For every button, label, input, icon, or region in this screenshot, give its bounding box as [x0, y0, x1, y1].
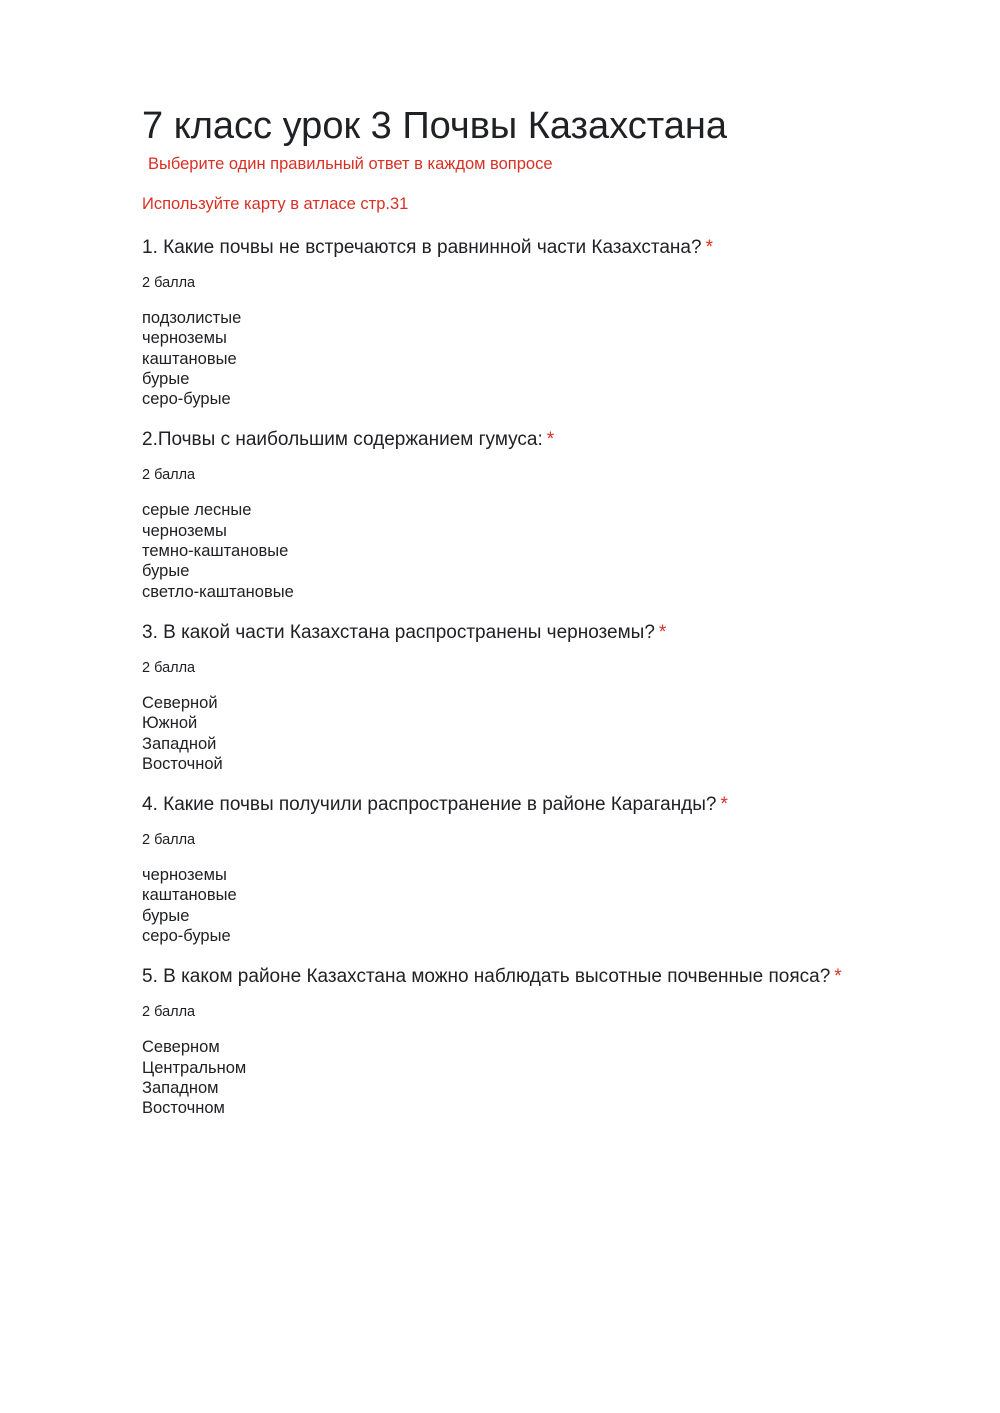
option-item[interactable]: Центральном	[142, 1058, 247, 1077]
option-item[interactable]: каштановые	[142, 349, 237, 368]
option-item[interactable]: подзолистые	[142, 309, 242, 327]
form-title: 7 класс урок 3 Почвы Казахстана	[142, 105, 727, 147]
option-item[interactable]: бурые	[142, 369, 190, 388]
required-asterisk: *	[546, 429, 555, 451]
question-title	[142, 792, 942, 818]
question-points: 2 балла	[142, 832, 196, 849]
required-asterisk: *	[658, 621, 667, 643]
option-item[interactable]: черноземы	[142, 521, 227, 540]
option-item[interactable]: Восточной	[142, 754, 223, 773]
question-title	[142, 427, 942, 453]
question-1	[142, 235, 942, 409]
option-item[interactable]: серо-бурые	[142, 390, 231, 409]
question-text: 3. В какой части Казахстана распространены черноземы?	[142, 621, 655, 643]
option-item[interactable]: темно-каштановые	[142, 542, 289, 561]
option-list	[142, 865, 942, 946]
question-title	[142, 235, 942, 261]
option-item[interactable]: бурые	[142, 906, 190, 925]
question-2	[142, 427, 942, 601]
option-item[interactable]: серо-бурые	[142, 927, 231, 946]
question-points: 2 балла	[142, 1004, 196, 1021]
option-item[interactable]: Северном	[142, 1038, 220, 1057]
question-text: 2.Почвы с наибольшим содержанием гумуса:	[142, 429, 543, 451]
question-title	[142, 964, 942, 990]
question-text: 5. В каком районе Казахстана можно наблюдать высотные почвенные пояса?	[142, 966, 831, 988]
required-asterisk: *	[834, 966, 842, 988]
option-item[interactable]: черноземы	[142, 866, 227, 885]
question-points: 2 балла	[142, 659, 196, 676]
option-list	[142, 1037, 942, 1118]
question-points: 2 балла	[142, 275, 196, 291]
option-item[interactable]: каштановые	[142, 886, 237, 905]
question-5	[142, 964, 942, 1118]
option-item[interactable]: Южной	[142, 714, 198, 733]
question-3	[142, 620, 942, 774]
question-points: 2 балла	[142, 467, 196, 484]
form-description-atlas: Используйте карту в атласе стр.31	[142, 195, 409, 213]
form-page	[142, 100, 942, 1119]
option-item[interactable]: Восточном	[142, 1099, 225, 1118]
question-4	[142, 792, 942, 946]
required-asterisk: *	[720, 794, 728, 816]
option-item[interactable]: светло-каштановые	[142, 582, 294, 601]
option-list	[142, 308, 942, 409]
option-item[interactable]: бурые	[142, 562, 190, 581]
option-item[interactable]: Западной	[142, 734, 217, 753]
option-item[interactable]: черноземы	[142, 329, 227, 348]
option-item[interactable]: Западном	[142, 1078, 219, 1097]
required-asterisk: *	[705, 237, 713, 258]
option-item[interactable]: серые лесные	[142, 501, 252, 520]
option-list	[142, 500, 942, 601]
form-description-instruction: Выберите один правильный ответ в каждом вопросе	[148, 155, 553, 173]
question-text: 1. Какие почвы не встречаются в равнинной части Казахстана?	[142, 237, 702, 258]
option-item[interactable]: Северной	[142, 693, 218, 712]
question-text: 4. Какие почвы получили распространение в районе Караганды?	[142, 794, 717, 816]
option-list	[142, 693, 942, 774]
question-title	[142, 620, 942, 646]
